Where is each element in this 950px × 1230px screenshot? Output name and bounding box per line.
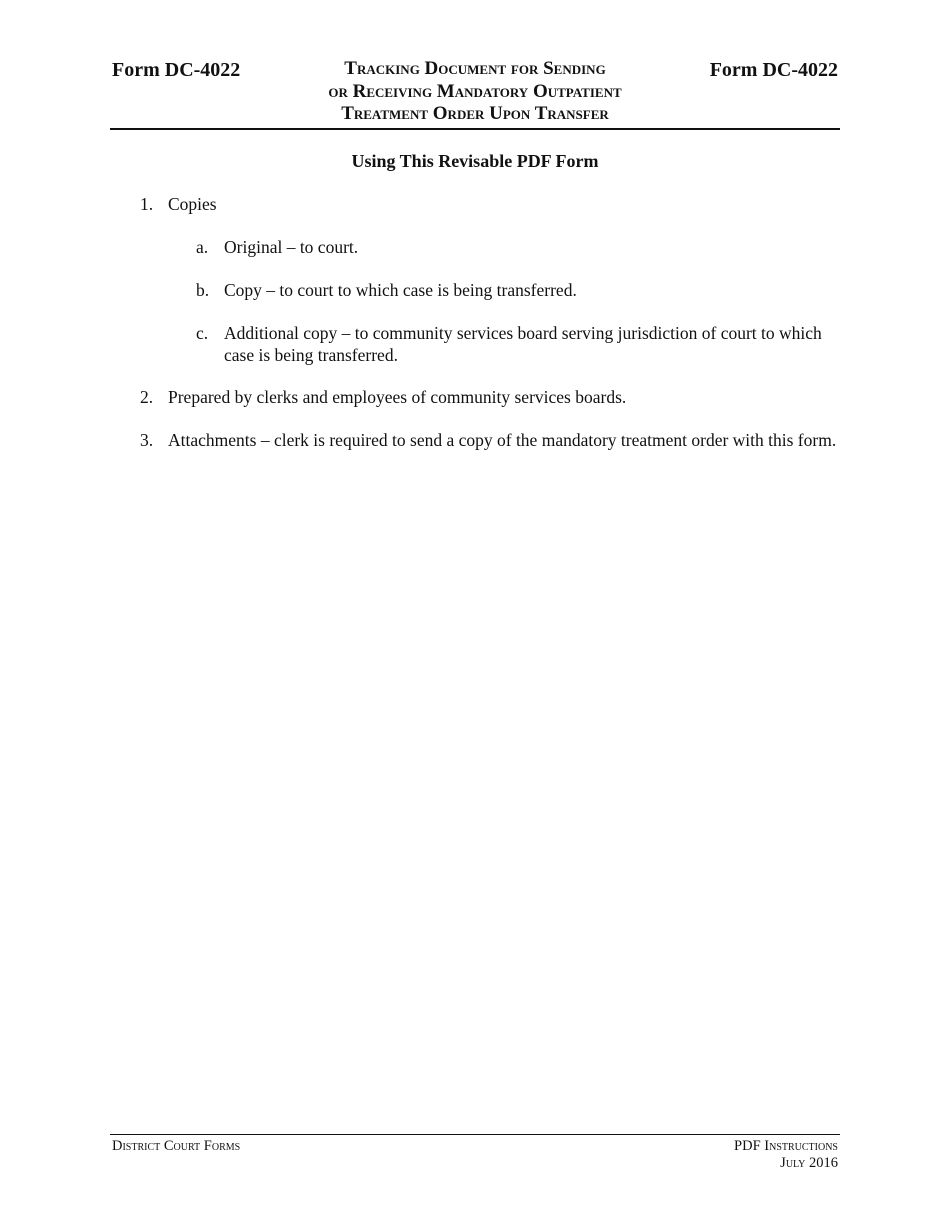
list-item-number: 2. xyxy=(140,387,154,407)
list-item-text: Copies xyxy=(168,194,217,214)
section-heading: Using This Revisable PDF Form xyxy=(351,151,599,171)
list-item-text: Prepared by clerks and employees of community services boards. xyxy=(168,387,627,407)
sub-item-letter: b. xyxy=(196,280,210,300)
sub-item-text: Original – to court. xyxy=(224,237,359,257)
list-item-number: 1. xyxy=(140,194,154,214)
list-item-text: Attachments – clerk is required to send a copy of the mandatory treatment order with this form. xyxy=(168,430,837,450)
form-title-line-1: Tracking Document for Sending xyxy=(344,58,606,79)
list-item-number: 3. xyxy=(140,430,154,450)
sub-item-c xyxy=(196,322,840,366)
list-item-3 xyxy=(140,429,840,473)
form-title-line-2: or Receiving Mandatory Outpatient xyxy=(328,80,622,102)
sub-item-letter: c. xyxy=(196,323,209,343)
footer-info xyxy=(734,1138,838,1172)
sub-item-a xyxy=(196,236,840,258)
footer-source: District Court Forms xyxy=(112,1138,241,1154)
page-header xyxy=(110,56,840,130)
list-item-1 xyxy=(140,193,840,215)
sub-item-text: Copy – to court to which case is being transferred. xyxy=(224,280,577,300)
sub-item-text: Additional copy – to community services board serving jurisdiction of court to which case is being transferred. xyxy=(224,323,822,365)
footer-date: July 2016 xyxy=(780,1155,838,1171)
page-footer xyxy=(110,1134,840,1171)
footer-doc-type: PDF Instructions xyxy=(734,1138,838,1154)
form-title-line-3: Treatment Order Upon Transfer xyxy=(341,103,609,124)
form-number-right: Form DC-4022 xyxy=(709,59,838,81)
form-number-left: Form DC-4022 xyxy=(112,59,241,81)
sub-item-letter: a. xyxy=(196,237,209,257)
sub-item-b xyxy=(196,279,840,301)
list-item-2 xyxy=(140,386,840,408)
